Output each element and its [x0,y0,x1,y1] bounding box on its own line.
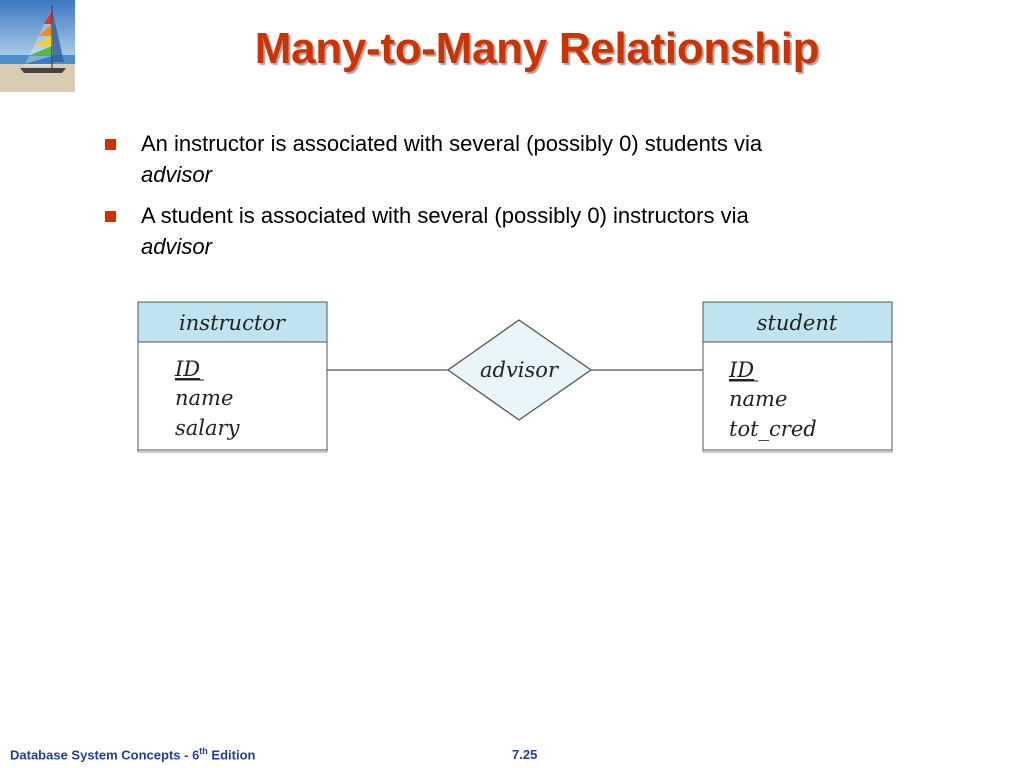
entity-name: student [756,311,838,335]
attribute: salary [175,416,240,440]
footer-book: Database System Concepts - 6 [10,747,200,762]
bullet-list [100,128,900,272]
key-attribute: ID [729,358,755,382]
entity-name: instructor [179,311,285,335]
attribute: name [175,386,234,410]
attribute: name [729,387,788,411]
page-number: 7.25 [512,747,538,762]
relationship-name: advisor [479,358,559,382]
key-attribute: ID [175,357,201,381]
square-bullet-icon [105,139,116,150]
footer-edition-word: Edition [207,747,256,762]
attribute: tot_cred [729,417,817,441]
bullet-item [100,128,900,190]
bullet-item [100,200,900,262]
footer-edition-sup: th [199,745,208,756]
bullet-emphasis: advisor [141,162,212,187]
relationship-advisor [448,320,591,420]
bullet-emphasis: advisor [141,234,212,259]
entity-instructor [138,302,327,452]
entity-student [703,302,892,452]
er-diagram [130,296,900,466]
bullet-text: An instructor is associated with several (possibly 0) students via [141,131,763,156]
bullet-text: A student is associated with several (possibly 0) instructors via [141,203,749,228]
footer-book-title [10,746,255,762]
page-title: Many-to-Many Relationship [254,24,820,73]
square-bullet-icon [105,211,116,222]
